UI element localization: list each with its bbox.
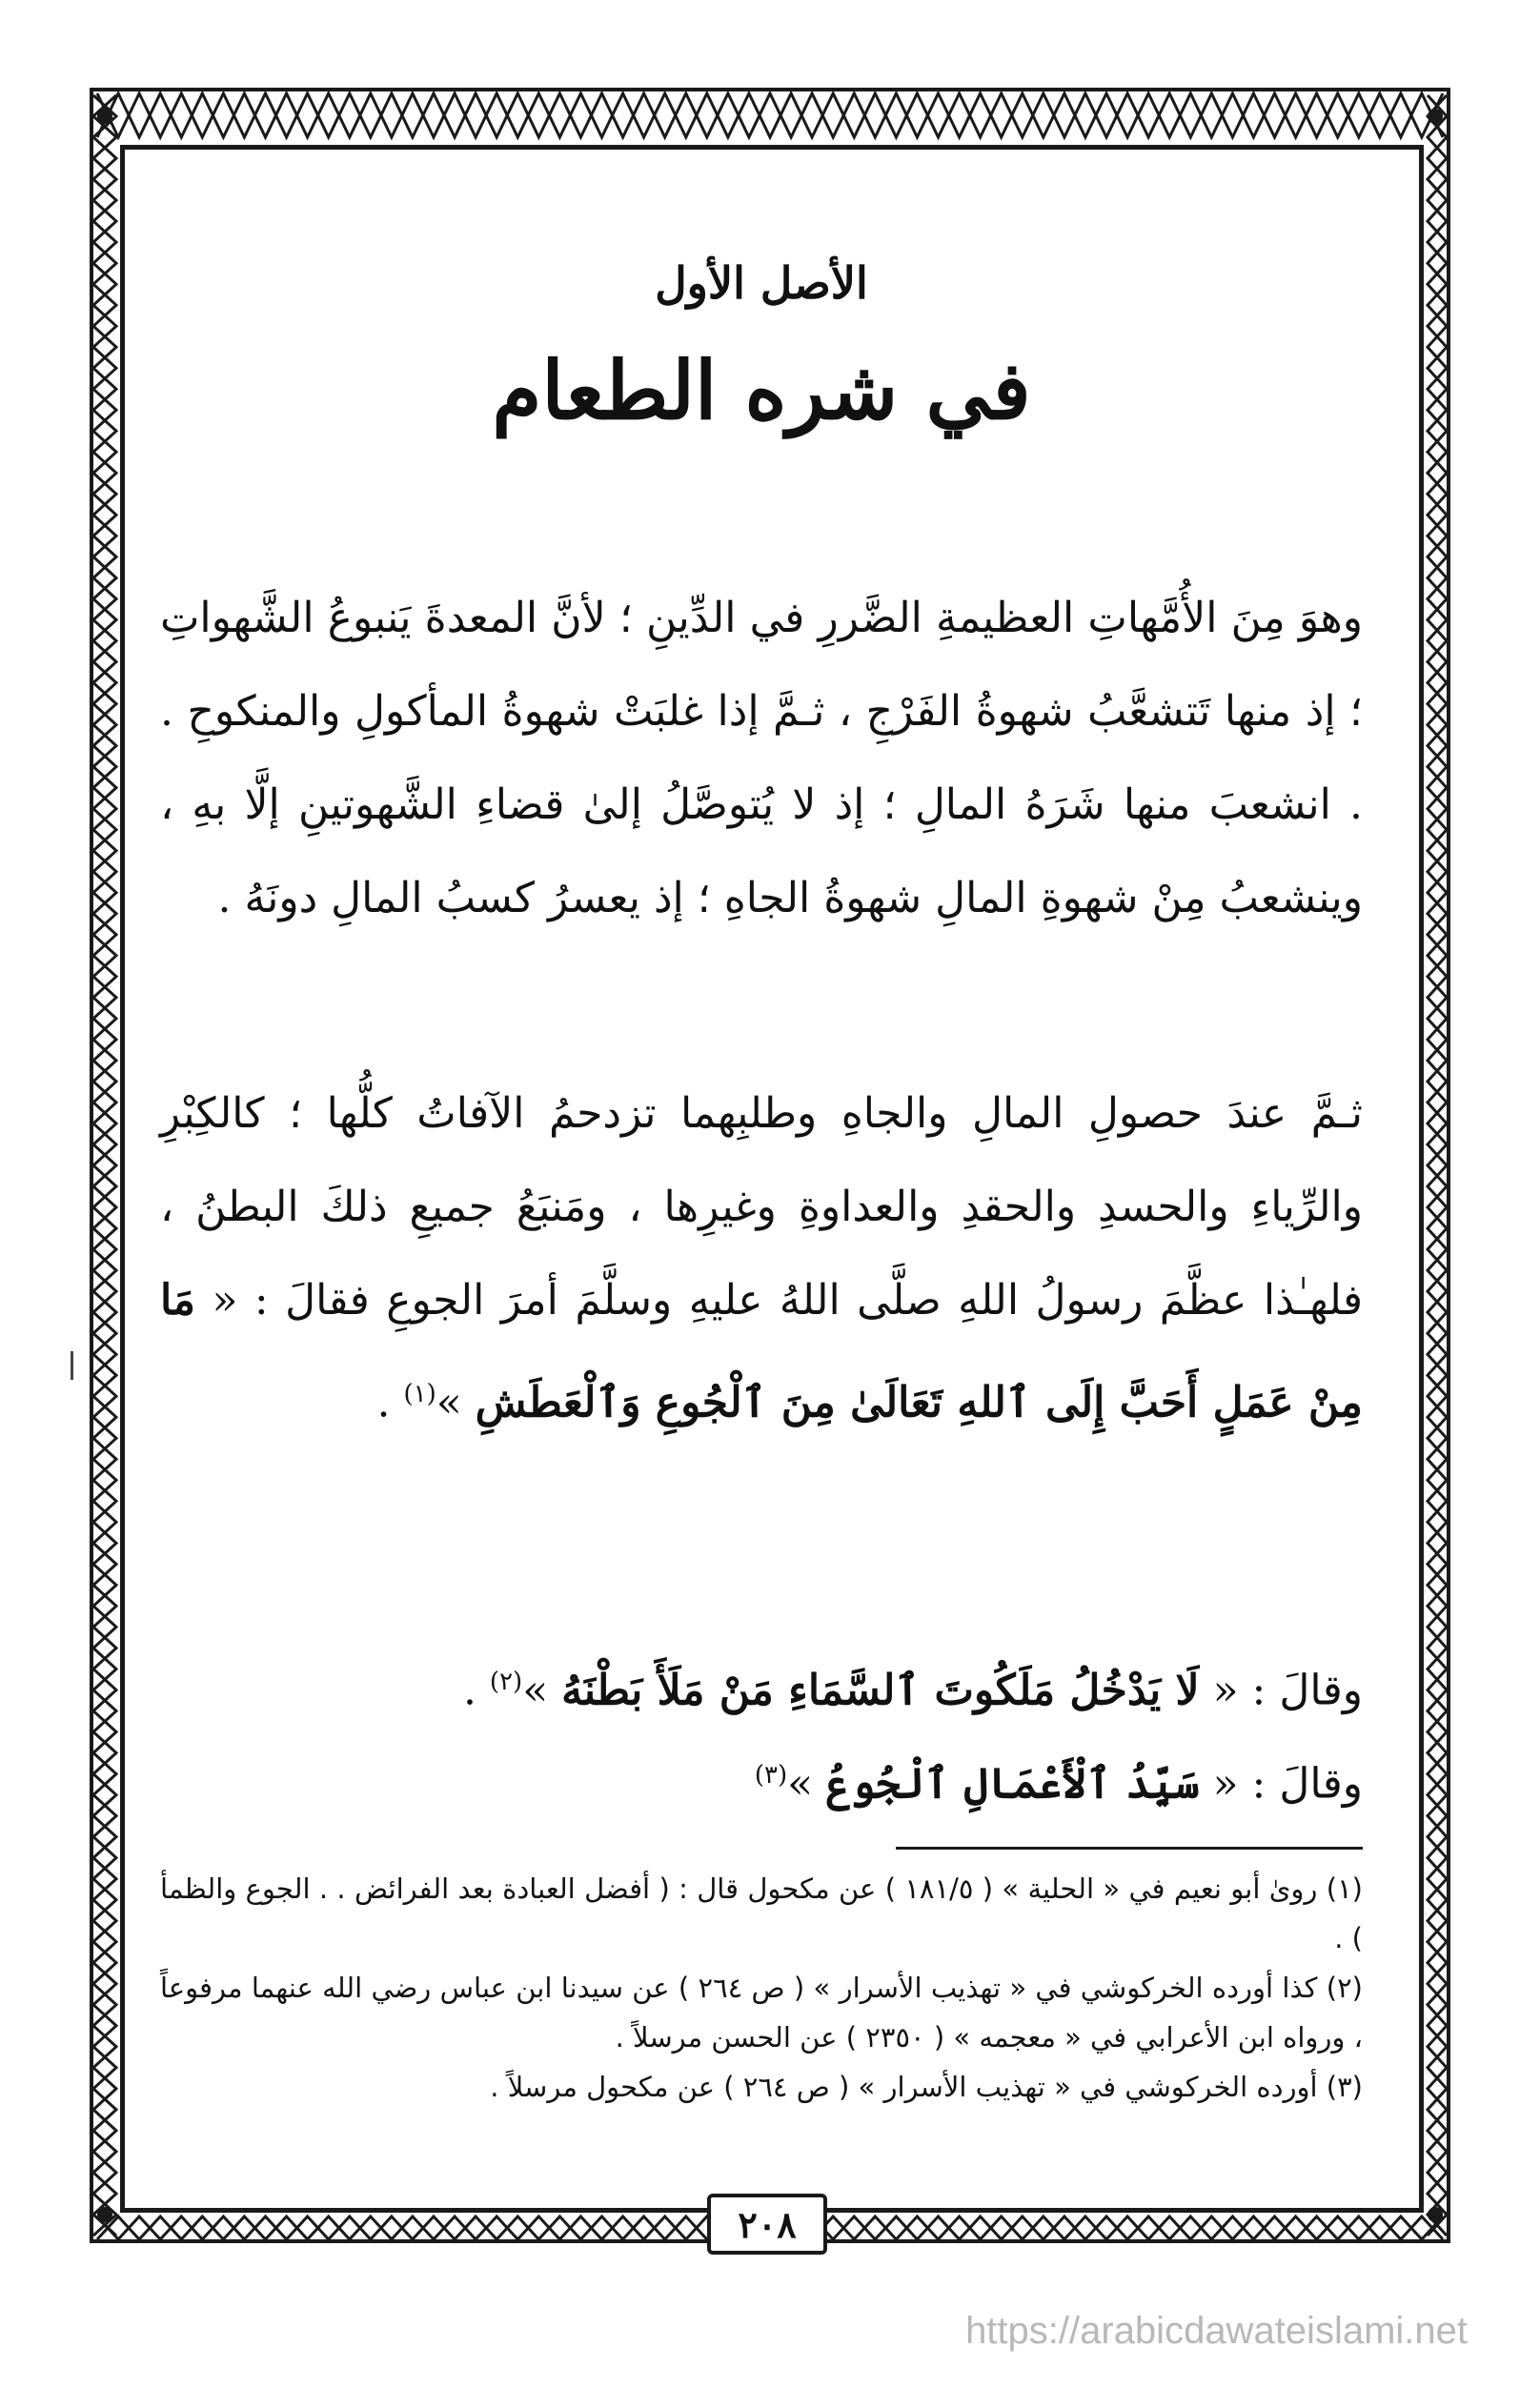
border-zigzag xyxy=(1428,95,1447,2236)
border-zigzag xyxy=(97,93,1443,137)
paragraph-4-text: وقالَ : « xyxy=(1199,1759,1363,1809)
chapter-subtitle: في شره الطعام xyxy=(492,343,1031,437)
paragraph-3-period: . xyxy=(462,1666,490,1715)
hadith-quote-3: سَيِّدُ ٱلْأَعْمَالِ ٱلْجُوعُ xyxy=(826,1759,1200,1809)
border-zigzag xyxy=(97,93,1443,137)
watermark-url: https://arabicdawateislami.net xyxy=(965,2310,1468,2352)
hadith-quote-1: مَا مِنْ عَمَلٍ أَحَبَّ إِلَى ٱللهِ تَعَالَىٰ مِنَ ٱلْجُوعِ وَٱلْعَطَشِ xyxy=(160,1276,1363,1427)
footnote-ref-2: (٢) xyxy=(489,1668,523,1696)
chapter-title: الأصل الأول xyxy=(655,257,868,309)
corner-dot xyxy=(1428,2207,1443,2222)
quote-2-close: » xyxy=(522,1666,562,1715)
footnote-separator xyxy=(896,1847,1363,1850)
paragraph-3-text: وقالَ : « xyxy=(1199,1666,1363,1715)
footnote-1: (١) رویٰ أبو نعيم في « الحلية » ( ١٨١/٥ ) عن مكحول قال : ( أفضل العبادة بعد الفرائض . . الجوع والظمأ ) . xyxy=(160,1872,1363,1954)
body-paragraph-1: وهوَ مِنَ الأُمَّهاتِ العظيمةِ الضَّررِ في الدِّينِ ؛ لأنَّ المعدةَ يَنبوعُ الشَّهواتِ ؛ إذ منها تَتشعَّبُ شهوةُ الفَرْجِ ، ثـمَّ إذا غلبَتْ شهوةُ المأكولِ والمنكوحِ . . انشعبَ منها شَرَهُ المالِ ؛ إذ لا يُتوصَّلُ إلىٰ قضاءِ الشَّهوتينِ إلَّا بهِ ، وينشعبُ مِنْ شهوةِ المالِ شهوةُ الجاهِ ؛ إذ يعسرُ كسبُ المالِ دونَهُ . xyxy=(160,594,1363,922)
corner-dot xyxy=(97,109,112,124)
border-zigzag xyxy=(93,95,116,2236)
border-zigzag xyxy=(1428,95,1447,2236)
footnote-3: (٣) أورده الخركوشي في « تهذيب الأسرار » ( ص ٢٦٤ ) عن مكحول مرسلاً . xyxy=(490,2071,1363,2103)
quote-3-close: » xyxy=(787,1759,827,1809)
corner-dot xyxy=(1428,109,1443,124)
border-zigzag xyxy=(93,95,116,2236)
footnote-ref-3: (٣) xyxy=(754,1761,788,1790)
quote-1-close: » xyxy=(436,1378,476,1427)
paragraph-2-text: ثـمَّ عندَ حصولِ المالِ والجاهِ وطلبِهما تزدحمُ الآفاتُ كلُّها ؛ كالكِبْرِ والرِّياءِ والحسدِ والحقدِ والعداوةِ وغيرِها ، ومَنبَعُ جميعِ ذلكَ البطنُ ، فلهـٰذا عظَّمَ رسولُ اللهِ صلَّى اللهُ عليهِ وسلَّمَ أمرَ الجوعِ فقالَ : « xyxy=(160,1089,1363,1325)
paragraph-2-period: . xyxy=(376,1378,404,1427)
footnote-ref-1: (١) xyxy=(403,1380,436,1408)
hadith-quote-2: لَا يَدْخُلُ مَلَكُوتَ ٱلسَّمَاءِ مَنْ مَلَأَ بَطْنَهُ xyxy=(561,1666,1200,1715)
corner-dot xyxy=(97,2207,112,2222)
footnote-2: (٢) كذا أورده الخركوشي في « تهذيب الأسرار » ( ص ٢٦٤ ) عن سيدنا ابن عباس رضي الله عنهما مرفوعاً ، ورواه ابن الأعرابي في « معجمه » ( ٢٣٥٠ ) عن الحسن مرسلاً . xyxy=(160,1972,1363,2054)
page-content xyxy=(160,229,1363,2182)
body-paragraph-2 xyxy=(160,1067,1363,1450)
page-number: ٢٠٨ xyxy=(707,2194,827,2255)
body-paragraph-3 xyxy=(160,1635,1363,1738)
margin-mark xyxy=(71,1351,73,1380)
body-paragraph-4 xyxy=(160,1729,1363,1831)
